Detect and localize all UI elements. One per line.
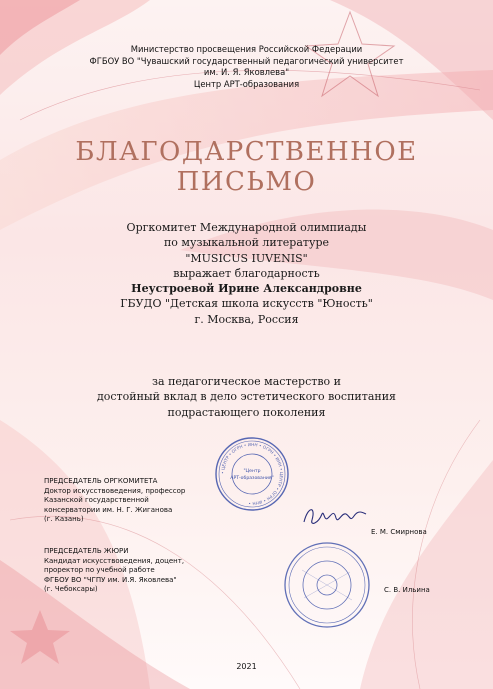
reason-line: достойный вклад в дело эстетического воспитания bbox=[96, 390, 396, 404]
signatory-title: проректор по учебной работе bbox=[44, 566, 155, 574]
university-stamp bbox=[282, 540, 372, 630]
signatory-title: ФГБОУ ВО "ЧГПУ им. И.Я. Яковлева" bbox=[44, 575, 177, 584]
body-line: выражает благодарность bbox=[173, 266, 320, 280]
signatory-title: Доктор искусствоведения, профессор bbox=[44, 486, 186, 495]
stamp-text: АРТ-образования" bbox=[230, 476, 274, 481]
bottom-right-ribbon bbox=[360, 460, 493, 689]
reason-text bbox=[0, 374, 493, 420]
signatory-city: (г. Чебоксары) bbox=[44, 585, 98, 593]
signatory-title: Кандидат искусствоведения, доцент, bbox=[44, 556, 185, 565]
olympiad-name: "MUSICUS IUVENIS" bbox=[185, 251, 308, 265]
jury-chair-signature-block bbox=[44, 547, 184, 595]
signatory-city: (г. Казань) bbox=[44, 515, 84, 523]
reason-line: за педагогическое мастерство и bbox=[152, 375, 341, 388]
year: 2021 bbox=[236, 662, 257, 671]
org-chair-name: Е. М. Смирнова bbox=[371, 528, 427, 536]
svg-text:• ЦЕНТР • ОГРН • ИНН • ОГРН •: • ЦЕНТР • ОГРН • ИНН • ОГРН • ИНН • ЦЕНТР • ОГРН • ИНН • bbox=[219, 441, 285, 507]
signatory-role: ПРЕДСЕДАТЕЛЬ ОРГКОМИТЕТА bbox=[44, 477, 158, 485]
body-line: Оргкомитет Международной олимпиады bbox=[126, 221, 367, 234]
center-line: Центр АРТ-образования bbox=[193, 78, 300, 89]
certificate-body bbox=[0, 220, 493, 327]
title-line-2: ПИСЬМО bbox=[176, 167, 317, 197]
title-line-1: БЛАГОДАРСТВЕННОЕ bbox=[75, 137, 418, 167]
university-line-2: им. И. Я. Яковлева" bbox=[203, 67, 290, 78]
jury-chair-name: С. В. Ильина bbox=[384, 586, 430, 594]
signatory-title: консерватории им. Н. Г. Жиганова bbox=[44, 505, 173, 514]
issuer-header bbox=[0, 44, 493, 90]
reason-line: подрастающего поколения bbox=[167, 405, 326, 419]
stamp-text: "Центр bbox=[243, 469, 261, 474]
university-line: ФГБОУ ВО "Чувашский государственный педагогический университет bbox=[89, 55, 404, 66]
org-chair-signature-block bbox=[44, 477, 185, 525]
recipient-city: г. Москва, Россия bbox=[194, 312, 299, 326]
organization-stamp bbox=[214, 436, 290, 512]
ministry-line: Министерство просвещения Российской Федерации bbox=[130, 44, 363, 54]
document-title bbox=[0, 137, 493, 197]
recipient-school: ГБУДО "Детская школа искусств "Юность" bbox=[120, 297, 373, 311]
recipient-name: Неустроевой Ирине Александровне bbox=[131, 282, 362, 296]
signatory-role: ПРЕДСЕДАТЕЛЬ ЖЮРИ bbox=[44, 547, 129, 555]
signatory-title: Казанской государственной bbox=[44, 496, 149, 504]
handwritten-signature bbox=[300, 500, 370, 530]
body-line: по музыкальной литературе bbox=[163, 236, 330, 250]
